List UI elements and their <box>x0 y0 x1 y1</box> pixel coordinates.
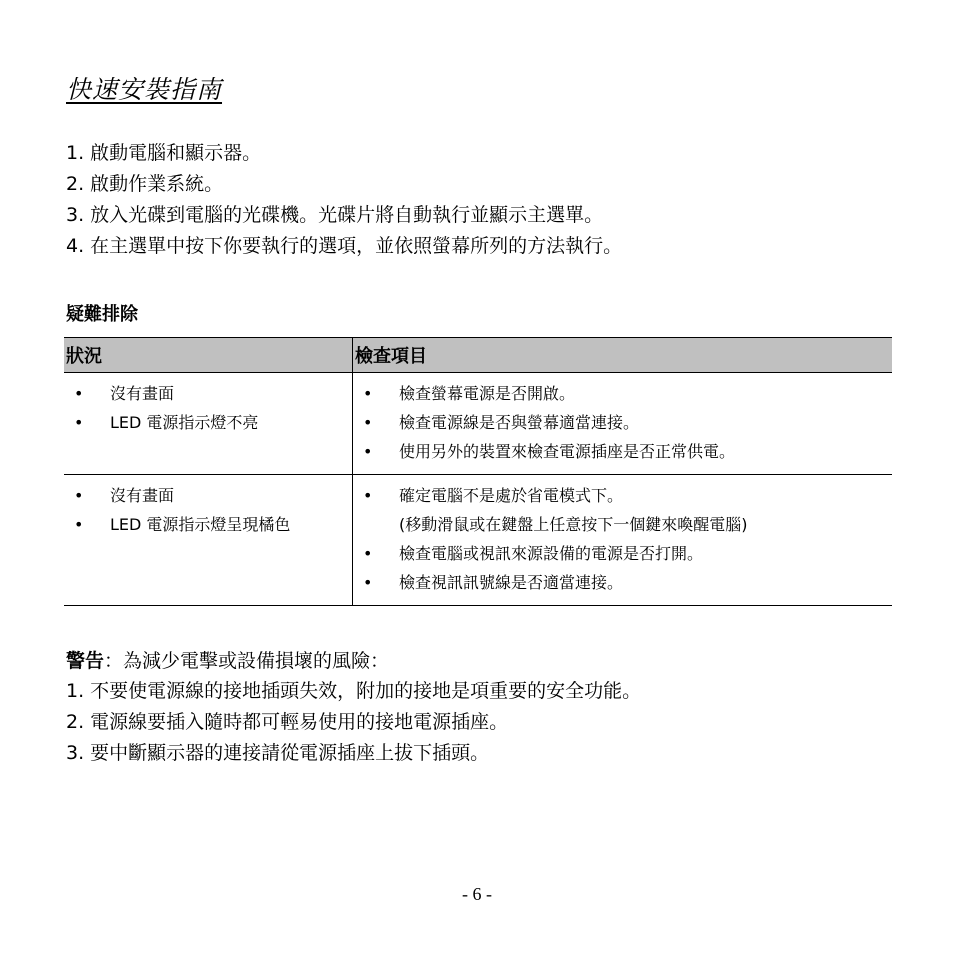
column-header-check-items: 檢查項目 <box>353 338 893 373</box>
page-title: 快速安裝指南 <box>66 75 223 104</box>
warning-label: 警告 <box>66 650 105 672</box>
check-item: • 檢查電源線是否與螢幕適當連接。 <box>353 408 892 437</box>
install-step: 2. 啟動作業系統。 <box>66 173 224 195</box>
troubleshooting-table <box>64 337 892 606</box>
condition-cell <box>64 475 353 606</box>
install-step: 4. 在主選單中按下你要執行的選項，並依照螢幕所列的方法執行。 <box>66 235 623 257</box>
warning-section <box>66 646 641 769</box>
check-items-cell <box>353 475 893 606</box>
check-item: • 檢查電腦或視訊來源設備的電源是否打開。 <box>353 539 892 568</box>
condition-item: • 沒有畫面 <box>64 481 352 510</box>
column-header-condition: 狀況 <box>64 338 353 373</box>
condition-item: • LED 電源指示燈不亮 <box>64 408 352 437</box>
warning-item: 1. 不要使電源線的接地插頭失效，附加的接地是項重要的安全功能。 <box>66 680 642 702</box>
warning-item: 2. 電源線要插入隨時都可輕易使用的接地電源插座。 <box>66 711 509 733</box>
check-item-note: (移動滑鼠或在鍵盤上任意按下一個鍵來喚醒電腦) <box>399 515 748 534</box>
page-number: - 6 - <box>462 884 492 904</box>
condition-item: • 沒有畫面 <box>64 379 352 408</box>
warning-intro: ：為減少電擊或設備損壞的風險： <box>104 650 390 672</box>
check-item: • 檢查視訊訊號線是否適當連接。 <box>353 568 892 597</box>
troubleshooting-heading: 疑難排除 <box>66 304 138 325</box>
warning-item: 3. 要中斷顯示器的連接請從電源插座上拔下插頭。 <box>66 742 490 764</box>
check-item: • 檢查螢幕電源是否開啟。 <box>353 379 892 408</box>
install-steps-list <box>66 138 622 262</box>
condition-cell <box>64 373 353 475</box>
warning-list <box>66 676 641 769</box>
table-row <box>64 373 892 475</box>
condition-item: • LED 電源指示燈呈現橘色 <box>64 510 352 539</box>
warning-title <box>66 646 641 676</box>
check-item: • 確定電腦不是處於省電模式下。 <box>353 481 892 510</box>
install-step: 1. 啟動電腦和顯示器。 <box>66 142 262 164</box>
check-items-cell <box>353 373 893 475</box>
table-row <box>64 475 892 606</box>
check-item: • 使用另外的裝置來檢查電源插座是否正常供電。 <box>353 437 892 466</box>
table-header-row <box>64 338 892 373</box>
install-step: 3. 放入光碟到電腦的光碟機。光碟片將自動執行並顯示主選單。 <box>66 204 604 226</box>
